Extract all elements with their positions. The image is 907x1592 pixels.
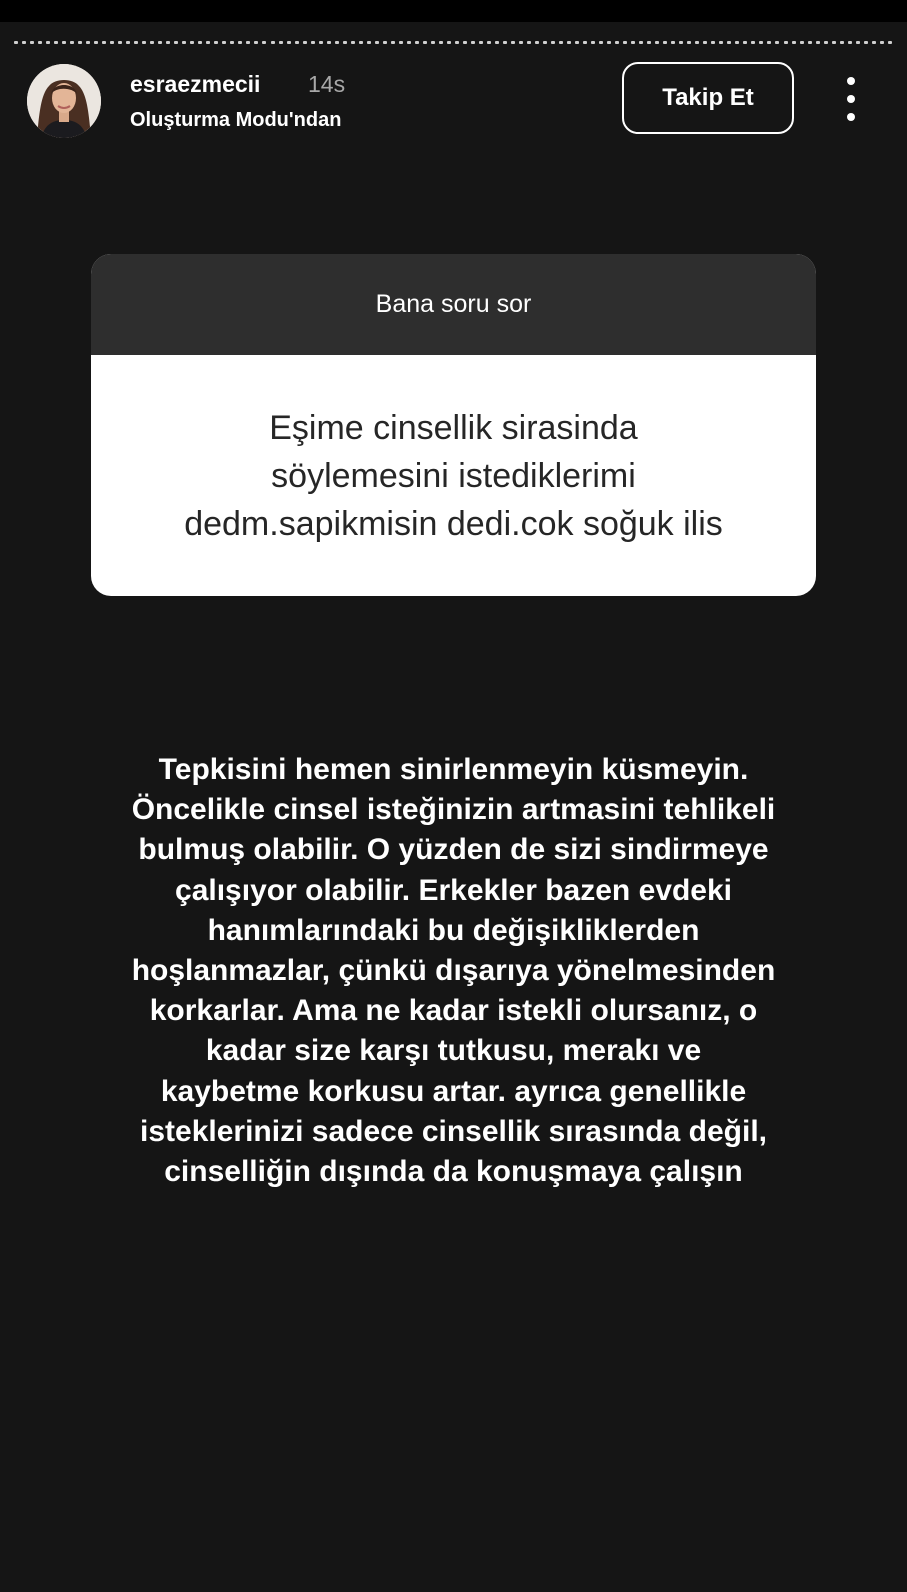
question-sticker[interactable] — [91, 254, 816, 596]
progress-segment — [479, 41, 483, 44]
progress-segment — [792, 41, 796, 44]
progress-segment — [246, 41, 250, 44]
progress-segment — [864, 41, 868, 44]
avatar-photo-icon — [27, 64, 101, 138]
progress-segment — [415, 41, 419, 44]
progress-segment — [808, 41, 812, 44]
progress-segment — [78, 41, 82, 44]
progress-segment — [591, 41, 595, 44]
progress-segment — [150, 41, 154, 44]
progress-segment — [407, 41, 411, 44]
progress-segment — [351, 41, 355, 44]
progress-segment — [567, 41, 571, 44]
progress-segment — [824, 41, 828, 44]
progress-segment — [311, 41, 315, 44]
progress-segment — [38, 41, 42, 44]
progress-segment — [880, 41, 884, 44]
progress-segment — [134, 41, 138, 44]
answer-text: Tepkisini hemen sinirlenmeyin küsmeyin. Öncelikle cinsel isteğinizin artmasini tehlikeli bulmuş olabilir. O yüzden de sizi sindirmeye çalışıyor olabilir. Erkekler bazen evdeki hanımlarındaki bu değişikliklerden hoşlanmazlar, çünkü dışarıya yönelmesinden korkarlar. Ama ne kadar istekli olursanız, o kadar size karşı tutkusu, merakı ve kaybetme korkusu artar. ayrıca genellikle isteklerinizi sadece cinsellik sırasında değil, cinselliğin dışında da konuşmaya çalışın — [131, 753, 776, 1189]
progress-segment — [22, 41, 26, 44]
question-sticker-header — [91, 254, 816, 355]
progress-segment — [279, 41, 283, 44]
progress-segment — [391, 41, 395, 44]
progress-segment — [735, 41, 739, 44]
progress-segment — [511, 41, 515, 44]
progress-segment — [343, 41, 347, 44]
progress-segment — [174, 41, 178, 44]
progress-segment — [319, 41, 323, 44]
progress-segment — [655, 41, 659, 44]
progress-segment — [46, 41, 50, 44]
progress-segment — [487, 41, 491, 44]
progress-segment — [663, 41, 667, 44]
progress-segment — [230, 41, 234, 44]
progress-segment — [158, 41, 162, 44]
progress-segment — [816, 41, 820, 44]
progress-segment — [503, 41, 507, 44]
progress-segment — [94, 41, 98, 44]
progress-segment — [222, 41, 226, 44]
progress-segment — [800, 41, 804, 44]
progress-segment — [751, 41, 755, 44]
progress-segment — [295, 41, 299, 44]
progress-segment — [679, 41, 683, 44]
progress-segment — [711, 41, 715, 44]
progress-segment — [848, 41, 852, 44]
progress-segment — [190, 41, 194, 44]
progress-segment — [110, 41, 114, 44]
progress-segment — [671, 41, 675, 44]
progress-segment — [254, 41, 258, 44]
progress-segment — [70, 41, 74, 44]
progress-segment — [703, 41, 707, 44]
progress-segment — [455, 41, 459, 44]
progress-segment — [439, 41, 443, 44]
progress-segment — [30, 41, 34, 44]
progress-segment — [463, 41, 467, 44]
progress-segment — [238, 41, 242, 44]
progress-segment — [527, 41, 531, 44]
progress-segment — [126, 41, 130, 44]
progress-segment — [631, 41, 635, 44]
story-view[interactable] — [0, 22, 907, 1592]
more-dot — [847, 95, 855, 103]
progress-segment — [447, 41, 451, 44]
progress-segment — [856, 41, 860, 44]
progress-segment — [615, 41, 619, 44]
progress-segment — [543, 41, 547, 44]
progress-segment — [375, 41, 379, 44]
progress-segment — [687, 41, 691, 44]
progress-segment — [599, 41, 603, 44]
progress-segment — [399, 41, 403, 44]
progress-segment — [62, 41, 66, 44]
progress-segment — [647, 41, 651, 44]
progress-segment — [14, 41, 18, 44]
progress-segment — [695, 41, 699, 44]
progress-segment — [271, 41, 275, 44]
progress-segment — [142, 41, 146, 44]
username[interactable]: esraezmecii — [130, 71, 261, 97]
progress-segment — [607, 41, 611, 44]
progress-segment — [551, 41, 555, 44]
progress-segment — [775, 41, 779, 44]
progress-segment — [423, 41, 427, 44]
progress-segment — [214, 41, 218, 44]
progress-segment — [583, 41, 587, 44]
progress-segment — [359, 41, 363, 44]
progress-segment — [182, 41, 186, 44]
progress-segment — [262, 41, 266, 44]
progress-segment — [166, 41, 170, 44]
progress-segment — [535, 41, 539, 44]
progress-segment — [719, 41, 723, 44]
progress-segment — [367, 41, 371, 44]
progress-segment — [471, 41, 475, 44]
progress-segment — [872, 41, 876, 44]
progress-segment — [519, 41, 523, 44]
progress-segment — [86, 41, 90, 44]
progress-segment — [623, 41, 627, 44]
progress-segment — [832, 41, 836, 44]
progress-segment — [639, 41, 643, 44]
question-sticker-title: Bana soru sor — [375, 290, 532, 318]
more-dot — [847, 113, 855, 121]
progress-segment — [575, 41, 579, 44]
progress-segment — [767, 41, 771, 44]
progress-segment — [840, 41, 844, 44]
more-dot — [847, 77, 855, 85]
progress-segment — [335, 41, 339, 44]
progress-segment — [495, 41, 499, 44]
progress-segment — [559, 41, 563, 44]
progress-segment — [54, 41, 58, 44]
progress-segment — [759, 41, 763, 44]
progress-segment — [784, 41, 788, 44]
question-sticker-body — [91, 355, 816, 596]
post-timestamp: 14s — [308, 71, 346, 97]
progress-segment — [727, 41, 731, 44]
question-text: Eşime cinsellik sirasinda söylemesini istediklerimi dedm.sapikmisin dedi.cok soğuk ilis — [184, 408, 723, 543]
follow-button[interactable]: Takip Et — [622, 62, 794, 134]
progress-segment — [431, 41, 435, 44]
more-vertical-icon[interactable] — [834, 77, 868, 121]
story-progress-bar — [14, 41, 893, 44]
progress-segment — [383, 41, 387, 44]
progress-segment — [198, 41, 202, 44]
progress-segment — [888, 41, 892, 44]
progress-segment — [287, 41, 291, 44]
progress-segment — [743, 41, 747, 44]
progress-segment — [102, 41, 106, 44]
progress-segment — [303, 41, 307, 44]
progress-segment — [206, 41, 210, 44]
avatar[interactable] — [27, 64, 101, 138]
progress-segment — [327, 41, 331, 44]
progress-segment — [118, 41, 122, 44]
create-mode-label: Oluşturma Modu'ndan — [130, 109, 342, 131]
